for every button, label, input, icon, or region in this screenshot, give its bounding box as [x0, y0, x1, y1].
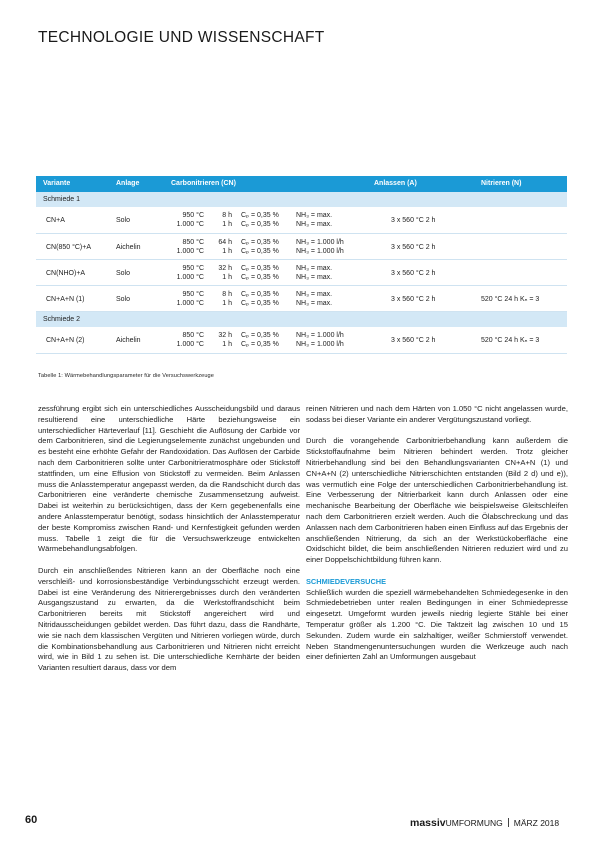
header-anlage: Anlage — [116, 180, 140, 187]
group-row-schmiede-1 — [36, 192, 567, 207]
cell-variante: CN(850 °C)+A — [46, 244, 92, 251]
cell-anlage: Aichelin — [116, 244, 141, 251]
section-subheading: SCHMIEDEVERSUCHE — [306, 576, 387, 586]
table-row — [36, 286, 567, 312]
cell-temperature: 950 °C 1.000 °C — [176, 265, 204, 281]
cell-carbon-potential: Cₚ = 0,35 % Cₚ = 0,35 % — [241, 265, 279, 281]
cell-variante: CN+A+N (2) — [46, 337, 85, 344]
paragraph: zessführung ergibt sich ein unterschiedliches Ausscheidungsbild und daraus resultierend eine unterschiedliche Härte beziehungsweise ein unterschiedlicher Härteverlauf [11]. Geschieht die Auflösung der Carbide vor dem Carbonitrieren, sind die Legierungselemente zunächst ungebunden und es besteht eine erhöhte Gefahr der Randoxidation. Das Auflösen der Carbide nach dem Carbonitrieren sollte unter Carbonitrieratmosphäre oder Stickstoff stattfinden, um eine Effusion von Stickstoff zu vermeiden. Beim Anlassen muss die Anlasstemperatur angepasst werden, da die Randschicht durch das Carbonitrieren eine veränderte chemische Zusammensetzung aufweist. Dabei ist weiterhin zu berücksichtigen, dass der Kern gegebenenfalls eine andere Anlasstemperatur benötigt, sodass hinsichtlich der Anlasstemperatur der beste Kompromiss zwischen Rand- und Kernfestigkeit gefunden werden muss. Tabelle 1 zeigt die für die Versuchswerkzeuge entwickelten Wärmebehandlungsabfolgen. — [38, 404, 300, 554]
text-column-left — [38, 404, 300, 685]
paragraph: Durch ein anschließendes Nitrieren kann an der Oberfläche noch eine verschleiß- und korrosionsbeständige Verbindungsschicht erzeugt werden. Dabei ist eine Veränderung des Nitrierergebnisses durch den veränderten Ausgangszustand zu erwarten, da die Werkstoffrandschicht beim Carbonitrieren bereits mit Stickstoff angereichert wird und Nitridausscheidungen gebildet werden. Das führt dazu, dass die Randhärte, wie sie nach dem klassischen Vergüten und Nitrieren vorliegen würde, durch die Kombinationsbehandlung aus Carbonitrieren und Nitrieren nicht erreicht wird, wie in Bild 1 zu sehen ist. Die unterschiedliche Kernhärte der beiden Varianten resultiert daraus, dass vor dem — [38, 565, 300, 673]
cell-anlage: Solo — [116, 217, 131, 224]
cell-duration: 64 h 1 h — [218, 239, 232, 255]
magazine-brand — [410, 817, 559, 829]
header-variante: Variante — [43, 180, 71, 187]
footer-divider — [508, 818, 509, 827]
group-label: Schmiede 2 — [43, 316, 80, 323]
header-carbonitrieren: Carbonitrieren (CN) — [171, 180, 236, 187]
cell-temperature: 950 °C 1.000 °C — [176, 212, 204, 228]
cell-temperature: 850 °C 1.000 °C — [176, 332, 204, 348]
group-row-schmiede-2 — [36, 312, 567, 327]
cell-variante: CN(NHO)+A — [46, 270, 86, 277]
cell-nitrieren: 520 °C 24 h Kₙ = 3 — [481, 296, 540, 303]
table-caption: Tabelle 1: Wärmebehandlungsparameter für die Versuchswerkzeuge — [38, 373, 214, 379]
brand-rest: UMFORMUNG — [445, 818, 503, 828]
cell-anlage: Solo — [116, 270, 131, 277]
table-row — [36, 260, 567, 286]
heat-treatment-table — [36, 176, 567, 354]
cell-anlassen: 3 x 560 °C 2 h — [391, 296, 436, 303]
cell-anlage: Aichelin — [116, 337, 141, 344]
cell-anlage: Solo — [116, 296, 131, 303]
cell-anlassen: 3 x 560 °C 2 h — [391, 337, 436, 344]
cell-carbon-potential: Cₚ = 0,35 % Cₚ = 0,35 % — [241, 332, 279, 348]
cell-ammonia: NH₃ = max. NH₃ = max. — [296, 212, 333, 228]
header-anlassen: Anlassen (A) — [374, 180, 417, 187]
cell-anlassen: 3 x 560 °C 2 h — [391, 244, 436, 251]
cell-ammonia: NH₃ = max. NH₃ = max. — [296, 265, 333, 281]
cell-duration: 32 h 1 h — [218, 265, 232, 281]
table-row — [36, 234, 567, 260]
cell-ammonia: NH₃ = 1.000 l/h NH₃ = 1.000 l/h — [296, 239, 344, 255]
table-row — [36, 207, 567, 234]
section-title: TECHNOLOGIE UND WISSENSCHAFT — [38, 29, 325, 46]
cell-variante: CN+A+N (1) — [46, 296, 85, 303]
page-number: 60 — [25, 814, 38, 826]
cell-carbon-potential: Cₚ = 0,35 % Cₚ = 0,35 % — [241, 239, 279, 255]
cell-ammonia: NH₃ = 1.000 l/h NH₃ = 1.000 l/h — [296, 332, 344, 348]
cell-nitrieren: 520 °C 24 h Kₙ = 3 — [481, 337, 540, 344]
table-row — [36, 327, 567, 354]
group-label: Schmiede 1 — [43, 196, 80, 203]
cell-carbon-potential: Cₚ = 0,35 % Cₚ = 0,35 % — [241, 212, 279, 228]
cell-carbon-potential: Cₚ = 0,35 % Cₚ = 0,35 % — [241, 291, 279, 307]
table-header-row — [36, 176, 567, 192]
brand-bold: massiv — [410, 817, 446, 829]
cell-duration: 8 h 1 h — [222, 212, 232, 228]
cell-temperature: 850 °C 1.000 °C — [176, 239, 204, 255]
issue-date: MÄRZ 2018 — [513, 818, 560, 828]
header-nitrieren: Nitrieren (N) — [481, 180, 522, 187]
cell-anlassen: 3 x 560 °C 2 h — [391, 270, 436, 277]
cell-temperature: 950 °C 1.000 °C — [176, 291, 204, 307]
paragraph: Durch die vorangehende Carbonitrierbehandlung kann außerdem die Stickstoffaufnahme beim Nitrieren behindert werden. Trotz gleicher Nitrierbehandlung sind bei den Behandlungsvarianten CN+A+N (1) und CN+A+N (2) unterschiedliche Nitrierschichten entstanden (Bild 2 d) und e)), was vermutlich eine Folge der unterschiedlichen Carbonitrierbehandlung ist. Eine Verbesserung der Nitrierbarkeit kann durch Anlassen oder eine mechanische Bearbeitung der Oberfläche wie beispielsweise Gleitschleifen nach dem Carbonitrieren erzielt werden. Auch die Ölabschreckung und das Anlassen nach dem Carbonitrieren haben einen Einfluss auf das Ergebnis der anschließenden Nitrierung, da sich an der Werkstückoberfläche eine Oxidschicht bildet, die beim anschließenden Nitrieren reduziert wird und zu einer Doppelschichtbildung führen kann. — [306, 436, 568, 565]
paragraph: reinen Nitrieren und nach dem Härten von 1.050 °C nicht angelassen wurde, sodass bei dieser Variante ein anderer Vergütungszustand vorliegt. — [306, 404, 568, 424]
cell-duration: 32 h 1 h — [218, 332, 232, 348]
cell-duration: 8 h 1 h — [222, 291, 232, 307]
text-column-right — [306, 404, 568, 674]
cell-variante: CN+A — [46, 217, 65, 224]
cell-ammonia: NH₃ = max. NH₃ = max. — [296, 291, 333, 307]
paragraph: Schließlich wurden die speziell wärmebehandelten Schmiedegesenke in den Schmiedebetrieben unter realen Bedingungen in einer Schmiedepresse eingesetzt. Umgeformt wurden jeweils niedrig legierte Stähle bei einer Temperatur größer als 1.200 °C. Die Taktzeit lag zwischen 10 und 15 Sekunden. Zudem wurde ein salzhaltiger, weißer Schmierstoff verwendet. Neben Standmengenuntersuchungen wurden die Werkzeuge auch nach einer definierten Zahl an Umformungen ausgebaut — [306, 587, 568, 662]
cell-anlassen: 3 x 560 °C 2 h — [391, 217, 436, 224]
